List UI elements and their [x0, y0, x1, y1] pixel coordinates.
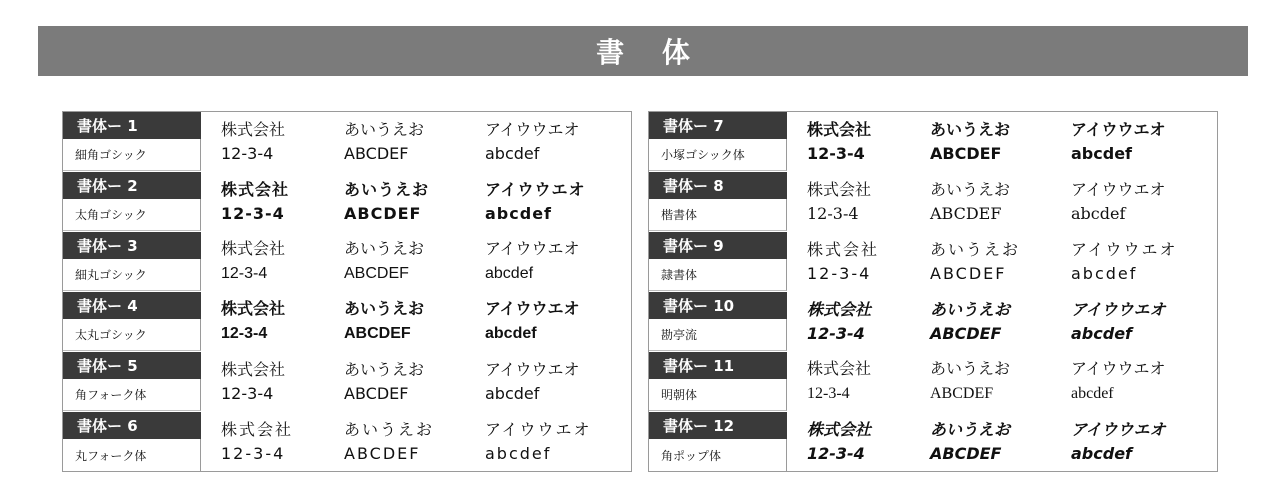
sample-numbers: 12-3-4 — [221, 383, 274, 403]
sample-kanji: 株式会社 — [221, 419, 294, 439]
font-row — [649, 171, 1217, 231]
sample-numbers: 12-3-4 — [807, 323, 865, 343]
font-label — [63, 172, 201, 231]
font-row — [63, 112, 631, 171]
font-row — [63, 291, 631, 351]
sample-kanji: 株式会社 — [221, 300, 286, 318]
sample-kanji: 株式会社 — [221, 119, 286, 139]
sample-lowercase: abcdef — [485, 443, 552, 463]
sample-lowercase: abcdef — [1071, 263, 1138, 283]
font-label — [649, 412, 787, 471]
sample-kanji: 株式会社 — [807, 360, 872, 378]
font-name: 太角ゴシック — [63, 199, 201, 231]
font-number: 書体ー 4 — [63, 292, 201, 319]
sample-kanji: 株式会社 — [807, 119, 872, 139]
sample-numbers: 12-3-4 — [807, 203, 859, 223]
font-name: 角フォーク体 — [63, 379, 201, 411]
font-number: 書体ー 6 — [63, 412, 201, 439]
font-sample — [787, 232, 1217, 291]
sample-lowercase: abcdef — [485, 203, 552, 223]
sample-kanji: 株式会社 — [221, 179, 290, 199]
sample-katakana: アイウウエオ — [1071, 360, 1166, 378]
font-number: 書体ー 11 — [649, 352, 787, 379]
font-name: 細丸ゴシック — [63, 259, 201, 291]
font-sample — [201, 292, 631, 351]
sample-uppercase: ABCDEF — [344, 443, 421, 463]
font-number: 書体ー 5 — [63, 352, 201, 379]
sample-lowercase: abcdef — [485, 264, 534, 282]
sample-lowercase: abcdef — [1071, 384, 1114, 402]
font-name: 細角ゴシック — [63, 139, 201, 171]
sample-lowercase: abcdef — [1071, 323, 1132, 343]
sample-hiragana: あいうえお — [930, 419, 1011, 439]
font-sample — [201, 172, 631, 231]
font-label — [63, 412, 201, 471]
font-name: 丸フォーク体 — [63, 439, 201, 471]
font-sample — [787, 172, 1217, 231]
sample-katakana: アイウウエオ — [1071, 119, 1166, 139]
sample-katakana: アイウウエオ — [485, 179, 586, 199]
sample-katakana: アイウウエオ — [1071, 299, 1166, 319]
font-number: 書体ー 7 — [649, 112, 787, 139]
font-number: 書体ー 9 — [649, 232, 787, 259]
font-name: 明朝体 — [649, 379, 787, 411]
sample-hiragana: あいうえお — [344, 119, 425, 139]
font-number: 書体ー 3 — [63, 232, 201, 259]
sample-katakana: アイウウエオ — [485, 300, 580, 318]
sample-hiragana: あいうえお — [930, 119, 1011, 139]
font-sample — [201, 112, 631, 171]
sample-numbers: 12-3-4 — [221, 143, 274, 163]
font-sample — [201, 412, 631, 471]
sample-uppercase: ABCDEF — [930, 443, 1002, 463]
font-row — [63, 411, 631, 471]
font-sample — [787, 412, 1217, 471]
sample-uppercase: ABCDEF — [344, 324, 411, 342]
sample-lowercase: abcdef — [485, 383, 540, 403]
font-panel-left — [62, 111, 632, 472]
font-row — [649, 291, 1217, 351]
font-name: 角ポップ体 — [649, 439, 787, 471]
font-row — [63, 351, 631, 411]
font-sample — [787, 112, 1217, 171]
font-sample — [201, 232, 631, 291]
sample-hiragana: あいうえお — [930, 360, 1011, 378]
sample-kanji: 株式会社 — [221, 240, 286, 258]
sample-katakana: アイウウエオ — [1071, 239, 1178, 259]
font-label — [649, 112, 787, 171]
sample-uppercase: ABCDEF — [344, 383, 409, 403]
font-name: 勘亭流 — [649, 319, 787, 351]
sample-lowercase: abcdef — [1071, 203, 1126, 223]
sample-lowercase: abcdef — [1071, 443, 1132, 463]
font-name: 隷書体 — [649, 259, 787, 291]
font-sample — [787, 352, 1217, 411]
font-label — [63, 352, 201, 411]
font-label — [649, 292, 787, 351]
sample-katakana: アイウウエオ — [485, 419, 592, 439]
sample-uppercase: ABCDEF — [930, 384, 994, 402]
sample-katakana: アイウウエオ — [485, 240, 580, 258]
sample-katakana: アイウウエオ — [1071, 419, 1166, 439]
sample-uppercase: ABCDEF — [344, 143, 409, 163]
font-label — [649, 232, 787, 291]
font-label — [649, 172, 787, 231]
sample-numbers: 12-3-4 — [221, 264, 268, 282]
font-label — [63, 292, 201, 351]
sample-katakana: アイウウエオ — [485, 359, 580, 379]
font-label — [649, 352, 787, 411]
sample-uppercase: ABCDEF — [930, 263, 1007, 283]
font-label — [63, 232, 201, 291]
font-number: 書体ー 8 — [649, 172, 787, 199]
sample-hiragana: あいうえお — [344, 300, 425, 318]
sample-kanji: 株式会社 — [807, 179, 872, 199]
font-number: 書体ー 10 — [649, 292, 787, 319]
sample-hiragana: あいうえお — [930, 179, 1011, 199]
font-row — [649, 351, 1217, 411]
font-sample — [787, 292, 1217, 351]
sample-lowercase: abcdef — [485, 324, 537, 342]
sample-kanji: 株式会社 — [807, 419, 872, 439]
sample-numbers: 12-3-4 — [221, 443, 286, 463]
sample-kanji: 株式会社 — [807, 299, 872, 319]
sample-hiragana: あいうえお — [344, 240, 425, 258]
sample-numbers: 12-3-4 — [221, 324, 268, 342]
font-label — [63, 112, 201, 171]
sample-numbers: 12-3-4 — [807, 384, 850, 402]
sample-kanji: 株式会社 — [221, 359, 286, 379]
sample-hiragana: あいうえお — [930, 239, 1021, 259]
sample-uppercase: ABCDEF — [344, 264, 409, 282]
sample-hiragana: あいうえお — [344, 179, 430, 199]
font-sample — [201, 352, 631, 411]
font-name: 太丸ゴシック — [63, 319, 201, 351]
sample-numbers: 12-3-4 — [221, 203, 285, 223]
font-row — [63, 171, 631, 231]
sample-uppercase: ABCDEF — [930, 143, 1002, 163]
font-name: 楷書体 — [649, 199, 787, 231]
sample-hiragana: あいうえお — [344, 359, 425, 379]
sample-hiragana: あいうえお — [930, 299, 1011, 319]
title-bar — [38, 26, 1248, 76]
sample-uppercase: ABCDEF — [930, 323, 1002, 343]
sample-lowercase: abcdef — [485, 143, 540, 163]
sample-numbers: 12-3-4 — [807, 143, 865, 163]
sample-lowercase: abcdef — [1071, 143, 1132, 163]
font-number: 書体ー 1 — [63, 112, 201, 139]
font-number: 書体ー 12 — [649, 412, 787, 439]
font-row — [649, 411, 1217, 471]
font-row — [63, 231, 631, 291]
sample-uppercase: ABCDEF — [930, 203, 1002, 223]
font-name: 小塚ゴシック体 — [649, 139, 787, 171]
sample-katakana: アイウウエオ — [485, 119, 580, 139]
sample-katakana: アイウウエオ — [1071, 179, 1166, 199]
font-row — [649, 231, 1217, 291]
page-title: 書 体 — [596, 36, 704, 69]
sample-kanji: 株式会社 — [807, 239, 880, 259]
font-number: 書体ー 2 — [63, 172, 201, 199]
sample-uppercase: ABCDEF — [344, 203, 422, 223]
sample-numbers: 12-3-4 — [807, 263, 872, 283]
font-panel-right — [648, 111, 1218, 472]
sample-numbers: 12-3-4 — [807, 443, 865, 463]
sample-hiragana: あいうえお — [344, 419, 435, 439]
font-row — [649, 112, 1217, 171]
